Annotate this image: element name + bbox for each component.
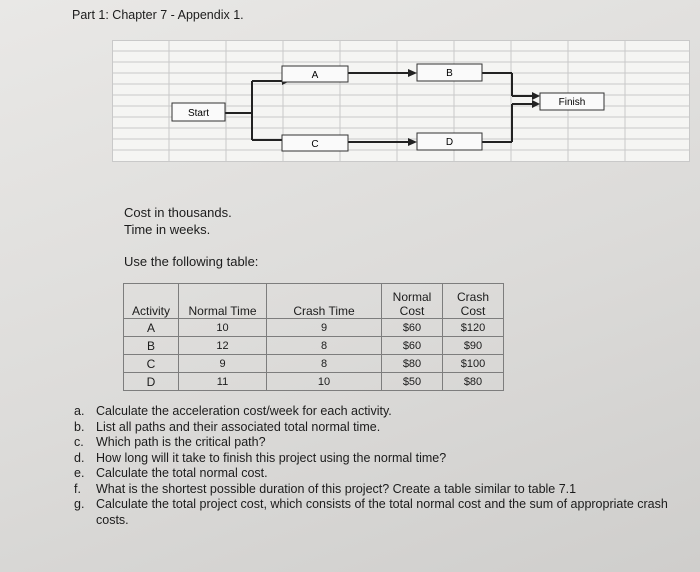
cell-activity: B [124,337,179,355]
node-b-label: B [446,68,453,79]
cost-note: Cost in thousands. [124,205,232,220]
node-finish-label: Finish [558,97,586,108]
question-letter: b. [74,419,85,434]
question-text: What is the shortest possible duration of this project? Create a table similar to table 7.1 [96,481,577,496]
question-text: Which path is the critical path? [96,435,266,449]
table-instruction: Use the following table: [124,254,259,269]
question-letter: a. [74,404,85,418]
question-text: Calculate the total normal cost. [96,466,268,480]
question-letter: d. [74,450,85,465]
cell-normal-cost: $60 [382,319,443,337]
header-crash-cost: Crash Cost [443,284,504,319]
node-b [417,64,482,81]
cell-normal-cost: $60 [382,337,443,355]
question-letter: e. [74,466,85,480]
activity-table [123,283,504,391]
question-text: How long will it take to finish this project using the normal time? [96,450,447,465]
node-c-label: C [311,139,319,150]
question-item [74,497,674,528]
node-c [282,135,348,151]
table-row [124,319,504,337]
cell-normal-time: 11 [179,373,267,391]
cell-crash-cost: $90 [443,337,504,355]
cell-normal-cost: $80 [382,355,443,373]
cell-crash-cost: $80 [443,373,504,391]
question-item [74,435,674,451]
node-start-label: Start [187,108,210,119]
cell-normal-time: 10 [179,319,267,337]
cell-normal-time: 12 [179,337,267,355]
cell-crash-time: 8 [267,355,382,373]
cell-crash-time: 9 [267,319,382,337]
question-item [74,404,674,420]
table-header-row [124,284,504,319]
cell-activity: C [124,355,179,373]
cell-normal-time: 9 [179,355,267,373]
table-row [124,373,504,391]
question-text: List all paths and their associated total normal time. [96,419,381,434]
cell-crash-time: 8 [267,337,382,355]
question-letter: g. [74,497,85,511]
question-item [74,466,674,482]
cell-crash-cost: $100 [443,355,504,373]
header-normal-time: Normal Time [179,284,267,319]
node-d-label: D [445,137,454,148]
header-normal-cost: Normal Cost [382,284,443,319]
question-item [74,482,674,498]
cell-crash-cost: $120 [443,319,504,337]
header-crash-time: Crash Time [267,284,382,319]
question-list [74,404,674,528]
node-a [282,66,348,82]
page-title: Part 1: Chapter 7 - Appendix 1. [72,8,244,22]
time-note: Time in weeks. [124,222,211,237]
header-activity: Activity [124,284,179,319]
question-letter: c. [74,435,84,449]
table-row [124,337,504,355]
node-d [417,133,482,150]
cell-activity: A [124,319,179,337]
network-diagram [112,40,690,162]
cell-normal-cost: $50 [382,373,443,391]
question-item [74,420,674,436]
question-text: Calculate the acceleration cost/week for each activity. [96,404,392,418]
node-start [172,103,225,121]
question-item [74,451,674,467]
question-text: Calculate the total project cost, which consists of the total normal cost and the sum of appropriate crash costs. [96,497,668,527]
node-a-label: A [311,70,319,81]
question-letter: f. [74,481,81,496]
cell-crash-time: 10 [267,373,382,391]
node-finish [540,93,604,110]
table-row [124,355,504,373]
cell-activity: D [124,373,179,391]
